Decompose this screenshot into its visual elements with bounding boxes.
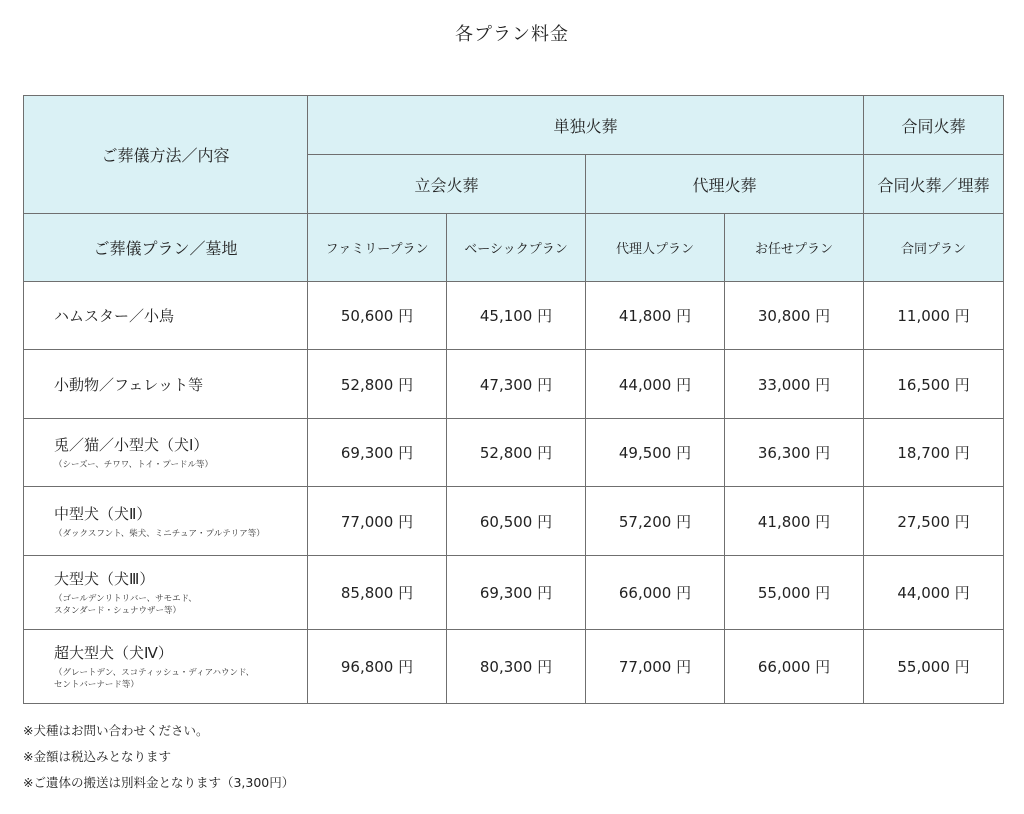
price-cell: 30,800 円 [725, 282, 864, 350]
plan-header-row [24, 214, 1004, 282]
price-cell: 41,800 円 [586, 282, 725, 350]
price-cell: 27,500 円 [864, 487, 1004, 556]
animal-examples: （ダックスフント、柴犬、ミニチュア・プルテリア等） [54, 528, 265, 539]
price-cell: 45,100 円 [447, 282, 586, 350]
price-cell: 60,500 円 [447, 487, 586, 556]
price-table [23, 95, 1004, 704]
header-row-1 [24, 96, 1004, 155]
plan-proxy: 代理人プラン [586, 214, 725, 282]
animal-name: 小動物／フェレット等 [54, 375, 204, 394]
animal-cell [24, 487, 308, 556]
animal-examples: （シーズー、チワワ、トイ・プードル等） [54, 460, 213, 470]
plan-family: ファミリープラン [308, 214, 447, 282]
footnote-tax: ※金額は税込みとなります [23, 749, 171, 764]
animal-name: 超大型犬（犬Ⅳ） [54, 644, 173, 662]
animal-name: ハムスター／小鳥 [54, 307, 175, 325]
plan-basic: ベーシックプラン [447, 214, 586, 282]
footnote-dog-breed: ※犬種はお問い合わせください。 [23, 723, 209, 738]
plan-label: ご葬儀プラン／墓地 [24, 214, 308, 282]
price-cell: 52,800 円 [308, 350, 447, 419]
price-cell: 16,500 円 [864, 350, 1004, 419]
animal-cell [24, 350, 308, 419]
price-cell: 69,300 円 [447, 556, 586, 630]
animal-name: 兎／猫／小型犬（犬Ⅰ） [54, 436, 209, 454]
joint-burial-header: 合同火葬／埋葬 [864, 155, 1004, 214]
price-cell: 66,000 円 [725, 630, 864, 704]
animal-cell [24, 419, 308, 487]
price-cell: 50,600 円 [308, 282, 447, 350]
price-cell: 41,800 円 [725, 487, 864, 556]
price-cell: 96,800 円 [308, 630, 447, 704]
price-cell: 33,000 円 [725, 350, 864, 419]
animal-name: 大型犬（犬Ⅲ） [54, 570, 155, 588]
price-cell: 77,000 円 [586, 630, 725, 704]
price-cell: 57,200 円 [586, 487, 725, 556]
table-row [24, 350, 1004, 419]
price-cell: 52,800 円 [447, 419, 586, 487]
animal-examples: （グレートデン、スコティッシュ・ディアハウンド、 セントバーナード等） [54, 668, 255, 690]
page-title: 各プラン料金 [455, 24, 569, 45]
footnotes [23, 718, 294, 796]
price-cell: 66,000 円 [586, 556, 725, 630]
table-row [24, 487, 1004, 556]
proxy-cremation-header: 代理火葬 [586, 155, 864, 214]
animal-cell [24, 556, 308, 630]
animal-examples: （ゴールデンリトリバー、サモエド、 スタンダード・シュナウザー等） [54, 594, 197, 616]
attend-cremation-header: 立会火葬 [308, 155, 586, 214]
plan-joint: 合同プラン [864, 214, 1004, 282]
table-row [24, 630, 1004, 704]
animal-cell [24, 630, 308, 704]
method-label: ご葬儀方法／内容 [24, 96, 308, 214]
animal-name: 中型犬（犬Ⅱ） [54, 504, 152, 523]
table-row [24, 556, 1004, 630]
price-cell: 49,500 円 [586, 419, 725, 487]
price-cell: 36,300 円 [725, 419, 864, 487]
single-cremation-header: 単独火葬 [308, 96, 864, 155]
animal-cell [24, 282, 308, 350]
price-cell: 80,300 円 [447, 630, 586, 704]
price-cell: 55,000 円 [864, 630, 1004, 704]
price-cell: 77,000 円 [308, 487, 447, 556]
price-cell: 69,300 円 [308, 419, 447, 487]
joint-cremation-header: 合同火葬 [864, 96, 1004, 155]
price-cell: 85,800 円 [308, 556, 447, 630]
table-row [24, 419, 1004, 487]
price-cell: 44,000 円 [864, 556, 1004, 630]
price-cell: 11,000 円 [864, 282, 1004, 350]
price-cell: 18,700 円 [864, 419, 1004, 487]
price-cell: 55,000 円 [725, 556, 864, 630]
price-cell: 44,000 円 [586, 350, 725, 419]
footnote-transport: ※ご遺体の搬送は別料金となります（3,300円） [23, 775, 295, 790]
price-cell: 47,300 円 [447, 350, 586, 419]
plan-leave-to-us: お任せプラン [725, 214, 864, 282]
table-row [24, 282, 1004, 350]
